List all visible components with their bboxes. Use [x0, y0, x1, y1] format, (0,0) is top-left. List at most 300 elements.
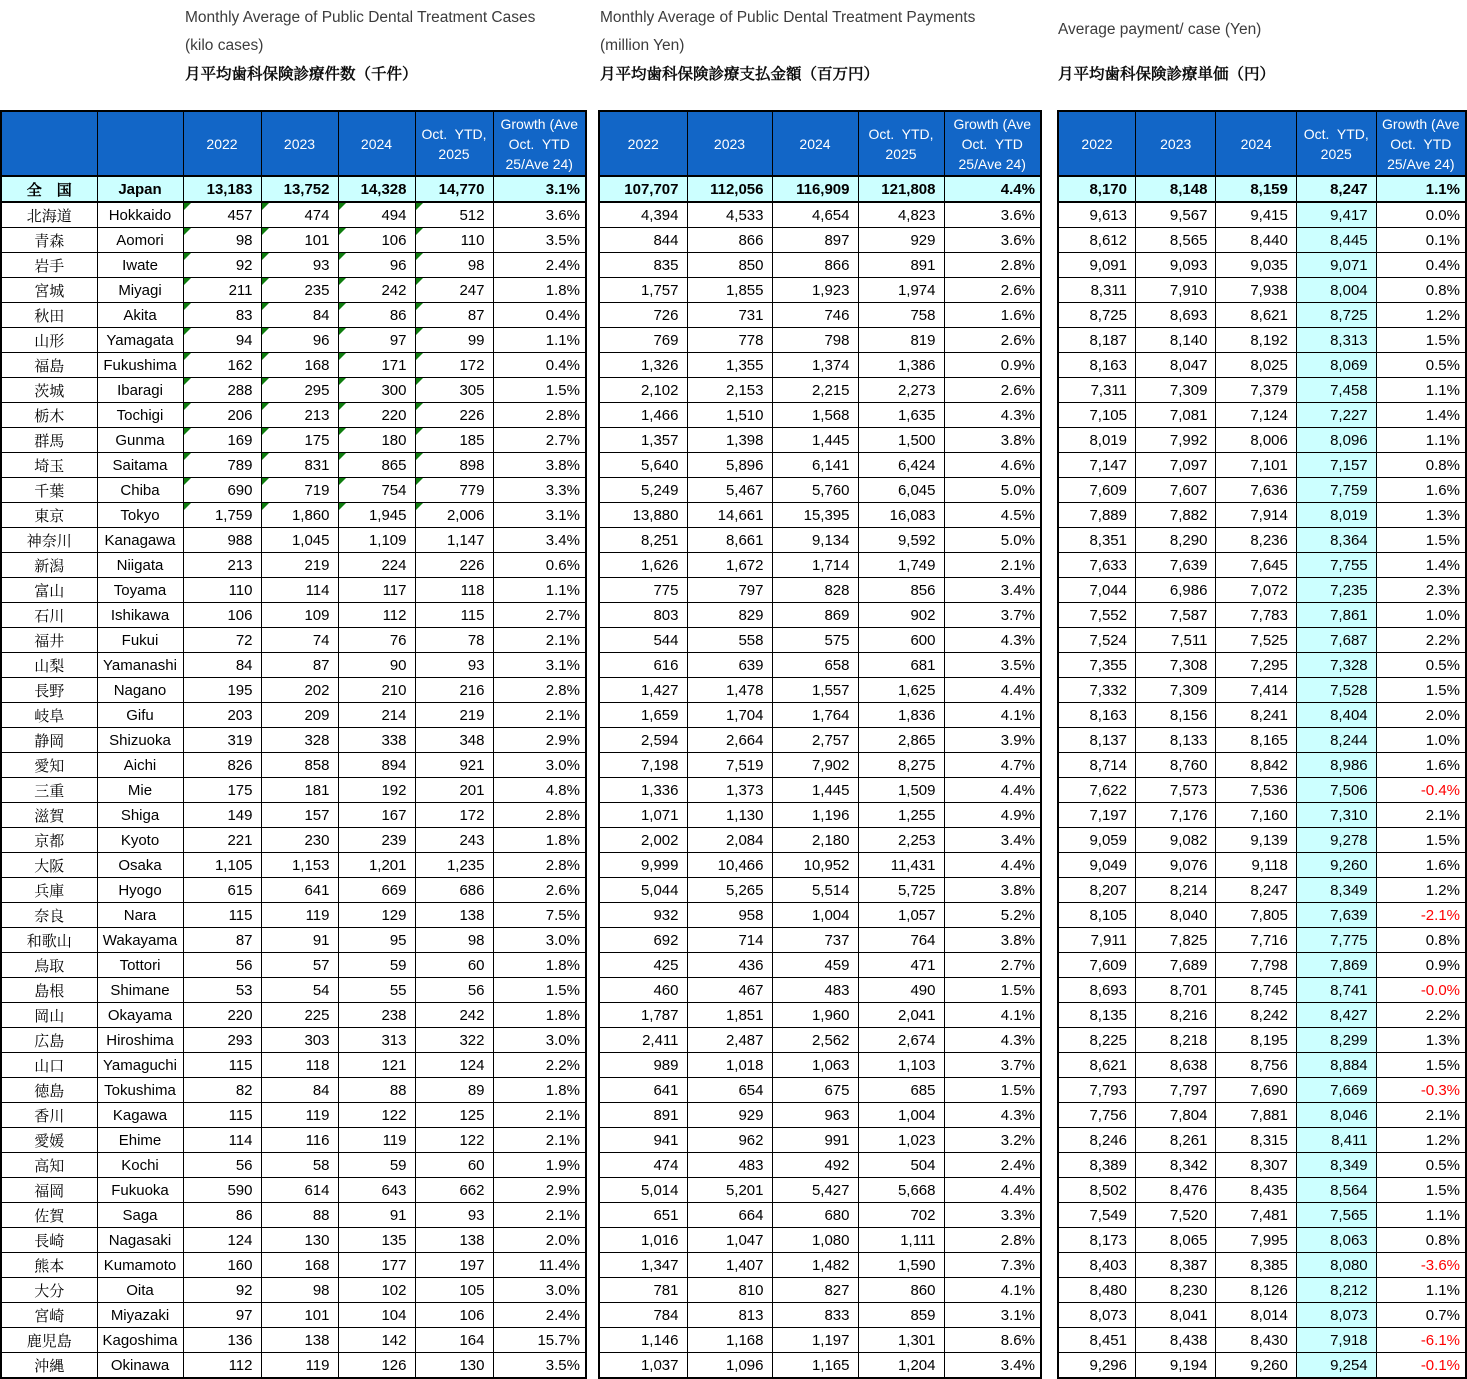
year-value-cell[interactable]: 1,478 — [687, 678, 772, 703]
growth-cell[interactable]: 3.4% — [493, 528, 586, 553]
oct-ytd-value-cell[interactable]: 8,564 — [1296, 1178, 1376, 1203]
year-value-cell[interactable]: 1,945 — [338, 503, 415, 528]
year-value-cell[interactable]: 2,102 — [599, 378, 687, 403]
year-value-cell[interactable]: 328 — [261, 728, 338, 753]
year-value-cell[interactable]: 206 — [183, 403, 261, 428]
oct-ytd-value-cell[interactable]: 7,869 — [1296, 953, 1376, 978]
year-value-cell[interactable]: 719 — [261, 478, 338, 503]
oct-ytd-value-cell[interactable]: 8,299 — [1296, 1028, 1376, 1053]
year-value-cell[interactable]: 941 — [599, 1128, 687, 1153]
year-value-cell[interactable]: 13,752 — [261, 176, 338, 202]
year-value-cell[interactable]: 1,659 — [599, 703, 687, 728]
growth-cell[interactable]: 0.9% — [944, 353, 1041, 378]
oct-ytd-value-cell[interactable]: 7,775 — [1296, 928, 1376, 953]
growth-cell[interactable]: 0.1% — [1376, 228, 1466, 253]
year-value-cell[interactable]: 303 — [261, 1028, 338, 1053]
year-value-cell[interactable]: 5,044 — [599, 878, 687, 903]
year-value-cell[interactable]: 1,373 — [687, 778, 772, 803]
year-value-cell[interactable]: 831 — [261, 453, 338, 478]
prefecture-name-en[interactable]: Toyama — [97, 578, 183, 603]
year-value-cell[interactable]: 7,756 — [1058, 1103, 1136, 1128]
prefecture-name-jp[interactable]: 富山 — [1, 578, 97, 603]
year-value-cell[interactable]: 813 — [687, 1303, 772, 1328]
prefecture-name-jp[interactable]: 高知 — [1, 1153, 97, 1178]
oct-ytd-value-cell[interactable]: 9,417 — [1296, 202, 1376, 228]
oct-ytd-value-cell[interactable]: 1,635 — [858, 403, 944, 428]
year-value-cell[interactable]: 654 — [687, 1078, 772, 1103]
year-value-cell[interactable]: 136 — [183, 1328, 261, 1353]
year-value-cell[interactable]: 810 — [687, 1278, 772, 1303]
year-value-cell[interactable]: 7,072 — [1216, 578, 1296, 603]
prefecture-name-jp[interactable]: 栃木 — [1, 403, 97, 428]
oct-ytd-value-cell[interactable]: 8,275 — [858, 753, 944, 778]
year-value-cell[interactable]: 7,355 — [1058, 653, 1136, 678]
oct-ytd-value-cell[interactable]: 2,253 — [858, 828, 944, 853]
oct-ytd-value-cell[interactable]: 172 — [415, 353, 493, 378]
year-value-cell[interactable]: 7,622 — [1058, 778, 1136, 803]
growth-cell[interactable]: 2.1% — [493, 1203, 586, 1228]
year-value-cell[interactable]: 112 — [183, 1353, 261, 1379]
oct-ytd-value-cell[interactable]: 471 — [858, 953, 944, 978]
year-value-cell[interactable]: 138 — [261, 1328, 338, 1353]
year-value-cell[interactable]: 616 — [599, 653, 687, 678]
prefecture-name-en[interactable]: Shimane — [97, 978, 183, 1003]
year-value-cell[interactable]: 483 — [687, 1153, 772, 1178]
year-value-cell[interactable]: 93 — [261, 253, 338, 278]
year-value-cell[interactable]: 8,403 — [1058, 1253, 1136, 1278]
oct-ytd-value-cell[interactable]: 1,103 — [858, 1053, 944, 1078]
year-value-cell[interactable]: 8,047 — [1136, 353, 1216, 378]
growth-cell[interactable]: 2.2% — [493, 1053, 586, 1078]
year-value-cell[interactable]: 989 — [599, 1053, 687, 1078]
prefecture-name-jp[interactable]: 奈良 — [1, 903, 97, 928]
prefecture-name-jp[interactable]: 宮崎 — [1, 1303, 97, 1328]
year-value-cell[interactable]: 7,804 — [1136, 1103, 1216, 1128]
prefecture-name-jp[interactable]: 愛媛 — [1, 1128, 97, 1153]
year-value-cell[interactable]: 9,059 — [1058, 828, 1136, 853]
year-value-cell[interactable]: 1,568 — [772, 403, 858, 428]
growth-cell[interactable]: -0.1% — [1376, 1353, 1466, 1379]
growth-cell[interactable]: 1.0% — [1376, 603, 1466, 628]
year-value-cell[interactable]: 2,153 — [687, 378, 772, 403]
year-value-cell[interactable]: 2,002 — [599, 828, 687, 853]
growth-cell[interactable]: 1.1% — [1376, 1278, 1466, 1303]
growth-cell[interactable]: 4.1% — [944, 1278, 1041, 1303]
year-value-cell[interactable]: 110 — [183, 578, 261, 603]
year-value-cell[interactable]: 7,536 — [1216, 778, 1296, 803]
prefecture-name-en[interactable]: Kagawa — [97, 1103, 183, 1128]
year-value-cell[interactable]: 9,999 — [599, 853, 687, 878]
prefecture-name-jp[interactable]: 北海道 — [1, 202, 97, 228]
year-value-cell[interactable]: 117 — [338, 578, 415, 603]
oct-ytd-value-cell[interactable]: 9,592 — [858, 528, 944, 553]
year-value-cell[interactable]: 202 — [261, 678, 338, 703]
year-value-cell[interactable]: 829 — [687, 603, 772, 628]
growth-cell[interactable]: 5.0% — [944, 528, 1041, 553]
year-value-cell[interactable]: 7,716 — [1216, 928, 1296, 953]
year-value-cell[interactable]: 5,467 — [687, 478, 772, 503]
header-blank-jp-cell[interactable] — [1, 111, 97, 176]
year-value-cell[interactable]: 8,165 — [1216, 728, 1296, 753]
growth-cell[interactable]: 1.8% — [493, 1078, 586, 1103]
oct-ytd-value-cell[interactable]: 2,865 — [858, 728, 944, 753]
year-value-cell[interactable]: 211 — [183, 278, 261, 303]
year-value-cell[interactable]: 7,332 — [1058, 678, 1136, 703]
header-year-2023[interactable] — [261, 111, 338, 176]
growth-cell[interactable]: 1.5% — [493, 978, 586, 1003]
oct-ytd-value-cell[interactable]: 110 — [415, 228, 493, 253]
oct-ytd-value-cell[interactable]: 1,749 — [858, 553, 944, 578]
growth-cell[interactable]: 0.9% — [1376, 953, 1466, 978]
oct-ytd-value-cell[interactable]: 8,349 — [1296, 878, 1376, 903]
growth-cell[interactable]: 2.1% — [493, 1128, 586, 1153]
year-value-cell[interactable]: 1,357 — [599, 428, 687, 453]
prefecture-name-en[interactable]: Shizuoka — [97, 728, 183, 753]
growth-cell[interactable]: 3.2% — [944, 1128, 1041, 1153]
year-value-cell[interactable]: 9,093 — [1136, 253, 1216, 278]
growth-cell[interactable]: 2.0% — [493, 1228, 586, 1253]
year-value-cell[interactable]: 242 — [338, 278, 415, 303]
oct-ytd-value-cell[interactable]: 138 — [415, 903, 493, 928]
year-value-cell[interactable]: 1,047 — [687, 1228, 772, 1253]
growth-cell[interactable]: 5.2% — [944, 903, 1041, 928]
growth-cell[interactable]: 2.1% — [1376, 1103, 1466, 1128]
oct-ytd-value-cell[interactable]: 8,046 — [1296, 1103, 1376, 1128]
year-value-cell[interactable]: 8,621 — [1058, 1053, 1136, 1078]
year-value-cell[interactable]: 2,757 — [772, 728, 858, 753]
growth-cell[interactable]: 0.4% — [493, 353, 586, 378]
growth-cell[interactable]: 1.1% — [1376, 378, 1466, 403]
oct-ytd-value-cell[interactable]: 247 — [415, 278, 493, 303]
prefecture-name-en[interactable]: Ehime — [97, 1128, 183, 1153]
year-value-cell[interactable]: 436 — [687, 953, 772, 978]
year-value-cell[interactable]: 160 — [183, 1253, 261, 1278]
prefecture-name-jp[interactable]: 福井 — [1, 628, 97, 653]
oct-ytd-value-cell[interactable]: 243 — [415, 828, 493, 853]
oct-ytd-value-cell[interactable]: 7,227 — [1296, 403, 1376, 428]
prefecture-name-jp[interactable]: 島根 — [1, 978, 97, 1003]
prefecture-name-jp[interactable]: 佐賀 — [1, 1203, 97, 1228]
growth-cell[interactable]: 4.7% — [944, 753, 1041, 778]
growth-cell[interactable]: -3.6% — [1376, 1253, 1466, 1278]
oct-ytd-value-cell[interactable]: 197 — [415, 1253, 493, 1278]
oct-ytd-value-cell[interactable]: 8,445 — [1296, 228, 1376, 253]
year-value-cell[interactable]: 1,557 — [772, 678, 858, 703]
year-value-cell[interactable]: 84 — [261, 1078, 338, 1103]
growth-cell[interactable]: 1.6% — [1376, 478, 1466, 503]
year-value-cell[interactable]: 850 — [687, 253, 772, 278]
oct-ytd-value-cell[interactable]: 8,063 — [1296, 1228, 1376, 1253]
prefecture-name-en[interactable]: Ibaragi — [97, 378, 183, 403]
growth-cell[interactable]: 0.5% — [1376, 353, 1466, 378]
oct-ytd-value-cell[interactable]: 1,111 — [858, 1228, 944, 1253]
year-value-cell[interactable]: 1,146 — [599, 1328, 687, 1353]
oct-ytd-value-cell[interactable]: 8,986 — [1296, 753, 1376, 778]
year-value-cell[interactable]: 7,910 — [1136, 278, 1216, 303]
year-value-cell[interactable]: 784 — [599, 1303, 687, 1328]
year-value-cell[interactable]: 8,438 — [1136, 1328, 1216, 1353]
prefecture-name-en[interactable]: Nagano — [97, 678, 183, 703]
year-value-cell[interactable]: 7,309 — [1136, 678, 1216, 703]
growth-cell[interactable]: 2.8% — [493, 403, 586, 428]
year-value-cell[interactable]: 1,427 — [599, 678, 687, 703]
oct-ytd-value-cell[interactable]: 60 — [415, 953, 493, 978]
growth-cell[interactable]: 2.8% — [944, 253, 1041, 278]
oct-ytd-value-cell[interactable]: 115 — [415, 603, 493, 628]
prefecture-name-jp[interactable]: 茨城 — [1, 378, 97, 403]
year-value-cell[interactable]: 8,207 — [1058, 878, 1136, 903]
year-value-cell[interactable]: 460 — [599, 978, 687, 1003]
growth-cell[interactable]: 3.1% — [493, 653, 586, 678]
year-value-cell[interactable]: 8,187 — [1058, 328, 1136, 353]
prefecture-name-jp[interactable]: 長野 — [1, 678, 97, 703]
prefecture-name-jp[interactable]: 宮城 — [1, 278, 97, 303]
oct-ytd-value-cell[interactable]: 8,004 — [1296, 278, 1376, 303]
prefecture-name-en[interactable]: Hyogo — [97, 878, 183, 903]
prefecture-name-en[interactable]: Kochi — [97, 1153, 183, 1178]
year-value-cell[interactable]: 1,105 — [183, 853, 261, 878]
year-value-cell[interactable]: 92 — [183, 253, 261, 278]
oct-ytd-value-cell[interactable]: 6,045 — [858, 478, 944, 503]
prefecture-name-en[interactable]: Hiroshima — [97, 1028, 183, 1053]
prefecture-name-jp[interactable]: 長崎 — [1, 1228, 97, 1253]
year-value-cell[interactable]: 13,183 — [183, 176, 261, 202]
year-value-cell[interactable]: 54 — [261, 978, 338, 1003]
year-value-cell[interactable]: 7,160 — [1216, 803, 1296, 828]
growth-cell[interactable]: 2.1% — [944, 553, 1041, 578]
growth-cell[interactable]: 1.8% — [493, 828, 586, 853]
year-value-cell[interactable]: 87 — [183, 928, 261, 953]
growth-cell[interactable]: 1.1% — [1376, 428, 1466, 453]
growth-cell[interactable]: 2.6% — [944, 278, 1041, 303]
year-value-cell[interactable]: 8,476 — [1136, 1178, 1216, 1203]
year-value-cell[interactable]: 2,487 — [687, 1028, 772, 1053]
prefecture-name-jp[interactable]: 青森 — [1, 228, 97, 253]
year-value-cell[interactable]: 119 — [338, 1128, 415, 1153]
year-value-cell[interactable]: 124 — [183, 1228, 261, 1253]
year-value-cell[interactable]: 15,395 — [772, 503, 858, 528]
year-value-cell[interactable]: 115 — [183, 1053, 261, 1078]
year-value-cell[interactable]: 9,134 — [772, 528, 858, 553]
year-value-cell[interactable]: 9,260 — [1216, 1353, 1296, 1379]
year-value-cell[interactable]: 457 — [183, 202, 261, 228]
year-value-cell[interactable]: 8,565 — [1136, 228, 1216, 253]
prefecture-name-jp[interactable]: 滋賀 — [1, 803, 97, 828]
prefecture-name-jp[interactable]: 山梨 — [1, 653, 97, 678]
growth-cell[interactable]: 4.4% — [944, 778, 1041, 803]
year-value-cell[interactable]: 1,860 — [261, 503, 338, 528]
header-year-2024[interactable] — [338, 111, 415, 176]
oct-ytd-value-cell[interactable]: 226 — [415, 553, 493, 578]
year-value-cell[interactable]: 775 — [599, 578, 687, 603]
year-value-cell[interactable]: 1,045 — [261, 528, 338, 553]
prefecture-name-en[interactable]: Tottori — [97, 953, 183, 978]
year-value-cell[interactable]: 86 — [338, 303, 415, 328]
prefecture-name-en[interactable]: Kagoshima — [97, 1328, 183, 1353]
year-value-cell[interactable]: 114 — [183, 1128, 261, 1153]
year-value-cell[interactable]: 167 — [338, 803, 415, 828]
year-value-cell[interactable]: 86 — [183, 1203, 261, 1228]
year-value-cell[interactable]: 8,311 — [1058, 278, 1136, 303]
year-value-cell[interactable]: 7,379 — [1216, 378, 1296, 403]
growth-cell[interactable]: 8.6% — [944, 1328, 1041, 1353]
year-value-cell[interactable]: 651 — [599, 1203, 687, 1228]
year-value-cell[interactable]: 109 — [261, 603, 338, 628]
year-value-cell[interactable]: 7,552 — [1058, 603, 1136, 628]
growth-cell[interactable]: 3.1% — [493, 176, 586, 202]
prefecture-name-jp[interactable]: 山口 — [1, 1053, 97, 1078]
year-value-cell[interactable]: 2,180 — [772, 828, 858, 853]
oct-ytd-value-cell[interactable]: 78 — [415, 628, 493, 653]
header-year-2023[interactable] — [687, 111, 772, 176]
year-value-cell[interactable]: 1,923 — [772, 278, 858, 303]
year-value-cell[interactable]: 1,510 — [687, 403, 772, 428]
oct-ytd-value-cell[interactable]: 125 — [415, 1103, 493, 1128]
oct-ytd-value-cell[interactable]: 11,431 — [858, 853, 944, 878]
prefecture-name-en[interactable]: Ishikawa — [97, 603, 183, 628]
year-value-cell[interactable]: 225 — [261, 1003, 338, 1028]
growth-cell[interactable]: 2.6% — [944, 328, 1041, 353]
growth-cell[interactable]: 1.6% — [1376, 753, 1466, 778]
year-value-cell[interactable]: 97 — [338, 328, 415, 353]
oct-ytd-value-cell[interactable]: 504 — [858, 1153, 944, 1178]
year-value-cell[interactable]: 8,246 — [1058, 1128, 1136, 1153]
growth-cell[interactable]: 2.8% — [493, 803, 586, 828]
year-value-cell[interactable]: 2,664 — [687, 728, 772, 753]
year-value-cell[interactable]: 1,759 — [183, 503, 261, 528]
year-value-cell[interactable]: 180 — [338, 428, 415, 453]
growth-cell[interactable]: 3.5% — [493, 228, 586, 253]
year-value-cell[interactable]: 14,328 — [338, 176, 415, 202]
year-value-cell[interactable]: 1,445 — [772, 428, 858, 453]
growth-cell[interactable]: 3.8% — [944, 928, 1041, 953]
prefecture-name-en[interactable]: Tochigi — [97, 403, 183, 428]
growth-cell[interactable]: 1.1% — [1376, 1203, 1466, 1228]
year-value-cell[interactable]: 714 — [687, 928, 772, 953]
year-value-cell[interactable]: 192 — [338, 778, 415, 803]
year-value-cell[interactable]: 844 — [599, 228, 687, 253]
year-value-cell[interactable]: 8,342 — [1136, 1153, 1216, 1178]
growth-cell[interactable]: 3.8% — [493, 453, 586, 478]
prefecture-name-jp[interactable]: 鹿児島 — [1, 1328, 97, 1353]
growth-cell[interactable]: 4.4% — [944, 853, 1041, 878]
year-value-cell[interactable]: 5,760 — [772, 478, 858, 503]
growth-cell[interactable]: 3.8% — [944, 428, 1041, 453]
year-value-cell[interactable]: 4,654 — [772, 202, 858, 228]
oct-ytd-value-cell[interactable]: 118 — [415, 578, 493, 603]
oct-ytd-value-cell[interactable]: 9,071 — [1296, 253, 1376, 278]
year-value-cell[interactable]: 8,105 — [1058, 903, 1136, 928]
year-value-cell[interactable]: 7,902 — [772, 753, 858, 778]
growth-cell[interactable]: 1.5% — [1376, 828, 1466, 853]
oct-ytd-value-cell[interactable]: 185 — [415, 428, 493, 453]
oct-ytd-value-cell[interactable]: 7,506 — [1296, 778, 1376, 803]
year-value-cell[interactable]: 7,587 — [1136, 603, 1216, 628]
year-value-cell[interactable]: 2,215 — [772, 378, 858, 403]
year-value-cell[interactable]: 83 — [183, 303, 261, 328]
prefecture-name-en[interactable]: Miyazaki — [97, 1303, 183, 1328]
year-value-cell[interactable]: 2,562 — [772, 1028, 858, 1053]
year-value-cell[interactable]: 1,374 — [772, 353, 858, 378]
year-value-cell[interactable]: 7,197 — [1058, 803, 1136, 828]
growth-cell[interactable]: 2.1% — [493, 703, 586, 728]
growth-cell[interactable]: 4.4% — [944, 176, 1041, 202]
year-value-cell[interactable]: 235 — [261, 278, 338, 303]
oct-ytd-value-cell[interactable]: 124 — [415, 1053, 493, 1078]
growth-cell[interactable]: 3.0% — [493, 1028, 586, 1053]
oct-ytd-value-cell[interactable]: 758 — [858, 303, 944, 328]
year-value-cell[interactable]: 7,573 — [1136, 778, 1216, 803]
year-value-cell[interactable]: 8,140 — [1136, 328, 1216, 353]
oct-ytd-value-cell[interactable]: 7,918 — [1296, 1328, 1376, 1353]
year-value-cell[interactable]: 115 — [183, 903, 261, 928]
year-value-cell[interactable]: 828 — [772, 578, 858, 603]
oct-ytd-value-cell[interactable]: 8,244 — [1296, 728, 1376, 753]
oct-ytd-value-cell[interactable]: 60 — [415, 1153, 493, 1178]
year-value-cell[interactable]: 1,787 — [599, 1003, 687, 1028]
year-value-cell[interactable]: 7,607 — [1136, 478, 1216, 503]
oct-ytd-value-cell[interactable]: 929 — [858, 228, 944, 253]
oct-ytd-value-cell[interactable]: 686 — [415, 878, 493, 903]
year-value-cell[interactable]: 90 — [338, 653, 415, 678]
year-value-cell[interactable]: 690 — [183, 478, 261, 503]
header-year-2022[interactable] — [1058, 111, 1136, 176]
year-value-cell[interactable]: 658 — [772, 653, 858, 678]
year-value-cell[interactable]: 96 — [261, 328, 338, 353]
year-value-cell[interactable]: 590 — [183, 1178, 261, 1203]
oct-ytd-value-cell[interactable]: 322 — [415, 1028, 493, 1053]
year-value-cell[interactable]: 119 — [261, 903, 338, 928]
year-value-cell[interactable]: 575 — [772, 628, 858, 653]
year-value-cell[interactable]: 615 — [183, 878, 261, 903]
prefecture-name-en[interactable]: Fukushima — [97, 353, 183, 378]
year-value-cell[interactable]: 87 — [261, 653, 338, 678]
growth-cell[interactable]: 1.6% — [1376, 853, 1466, 878]
year-value-cell[interactable]: 2,084 — [687, 828, 772, 853]
year-value-cell[interactable]: 2,594 — [599, 728, 687, 753]
growth-cell[interactable]: 11.4% — [493, 1253, 586, 1278]
oct-ytd-value-cell[interactable]: 856 — [858, 578, 944, 603]
year-value-cell[interactable]: 1,080 — [772, 1228, 858, 1253]
prefecture-name-en[interactable]: Saitama — [97, 453, 183, 478]
year-value-cell[interactable]: 116 — [261, 1128, 338, 1153]
oct-ytd-value-cell[interactable]: 7,861 — [1296, 603, 1376, 628]
year-value-cell[interactable]: 9,415 — [1216, 202, 1296, 228]
year-value-cell[interactable]: 865 — [338, 453, 415, 478]
year-value-cell[interactable]: 101 — [261, 1303, 338, 1328]
year-value-cell[interactable]: 5,249 — [599, 478, 687, 503]
prefecture-name-jp[interactable]: 石川 — [1, 603, 97, 628]
oct-ytd-value-cell[interactable]: 5,668 — [858, 1178, 944, 1203]
growth-cell[interactable]: 4.4% — [944, 1178, 1041, 1203]
growth-cell[interactable]: -0.4% — [1376, 778, 1466, 803]
header-oct-ytd-2025[interactable] — [1296, 111, 1376, 176]
year-value-cell[interactable]: 92 — [183, 1278, 261, 1303]
growth-cell[interactable]: 1.1% — [493, 578, 586, 603]
year-value-cell[interactable]: 8,192 — [1216, 328, 1296, 353]
year-value-cell[interactable]: 7,198 — [599, 753, 687, 778]
year-value-cell[interactable]: 9,118 — [1216, 853, 1296, 878]
growth-cell[interactable]: 2.8% — [944, 1228, 1041, 1253]
prefecture-name-en[interactable]: Chiba — [97, 478, 183, 503]
year-value-cell[interactable]: 112,056 — [687, 176, 772, 202]
year-value-cell[interactable]: 203 — [183, 703, 261, 728]
oct-ytd-value-cell[interactable]: 764 — [858, 928, 944, 953]
oct-ytd-value-cell[interactable]: 819 — [858, 328, 944, 353]
prefecture-name-en[interactable]: Oita — [97, 1278, 183, 1303]
year-value-cell[interactable]: 4,533 — [687, 202, 772, 228]
year-value-cell[interactable]: 483 — [772, 978, 858, 1003]
